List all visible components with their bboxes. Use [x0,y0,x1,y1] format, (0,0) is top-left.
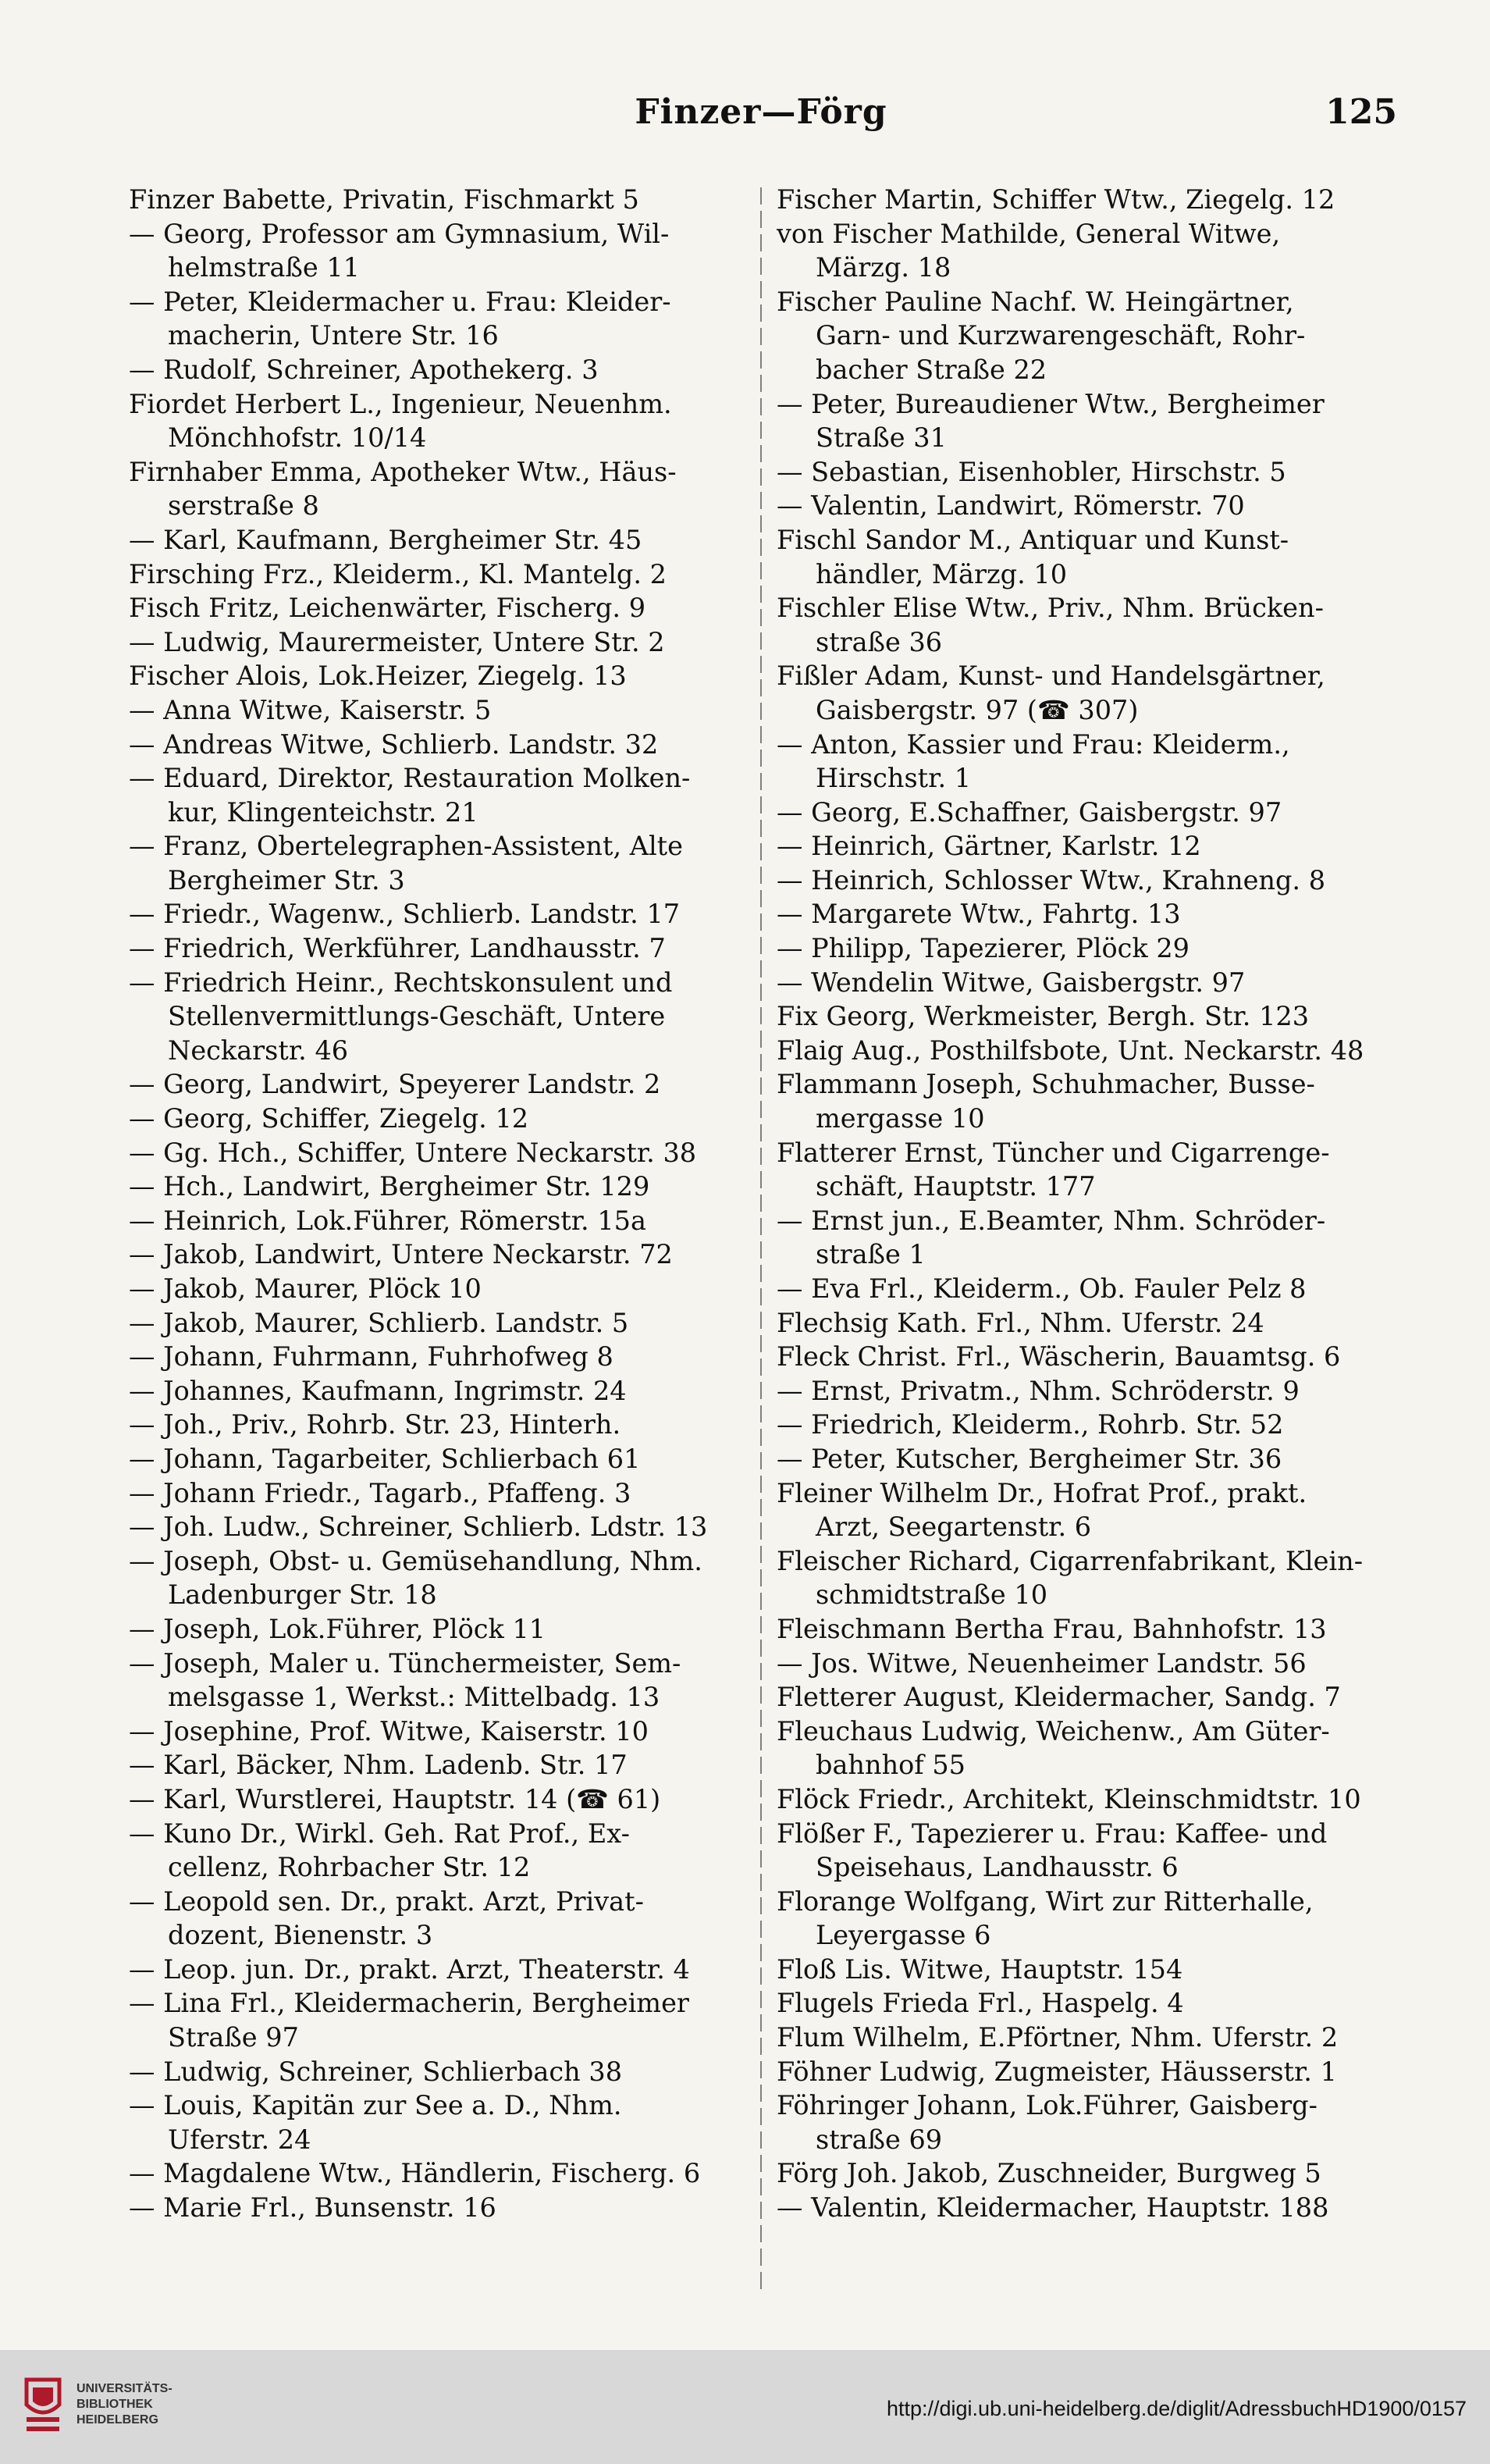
entry-line: — Valentin, Landwirt, Römerstr. 70 [777,490,1245,522]
entry-continuation-line: Leyergasse 6 [816,1920,991,1951]
directory-entry [129,1647,747,1714]
entry-line: Fleiner Wilhelm Dr., Hofrat Prof., prakt. [777,1477,1307,1508]
directory-entry [129,1510,747,1544]
entry-continuation-line: Straße 97 [168,2022,299,2053]
entry-line: — Rudolf, Schreiner, Apothekerg. 3 [129,354,599,385]
entry-line: Floß Lis. Witwe, Hauptstr. 154 [777,1953,1183,1985]
entry-line: — Heinrich, Gärtner, Karlstr. 12 [777,831,1201,862]
left-column [129,183,747,2225]
directory-entry [129,387,747,455]
directory-entry [129,931,747,966]
directory-entry [777,455,1395,490]
directory-entry [777,489,1395,523]
directory-entry [129,1442,747,1476]
directory-entry [129,1612,747,1647]
entry-line: — Georg, Schiffer, Ziegelg. 12 [129,1103,529,1134]
entry-line: — Valentin, Kleidermacher, Hauptstr. 188 [777,2192,1329,2224]
directory-entry [129,2191,747,2225]
right-column [777,183,1395,2225]
directory-entry [129,2156,747,2191]
directory-entry [777,1953,1395,1987]
directory-entry [129,455,747,523]
directory-entry [777,999,1395,1034]
directory-entry [777,1544,1395,1612]
directory-entry [777,183,1395,217]
entry-line: — Johann, Fuhrmann, Fuhrhofweg 8 [129,1341,613,1373]
running-head: Finzer—Förg [635,92,887,132]
entry-line: — Friedrich Heinr., Rechtskonsulent und [129,967,673,998]
entry-line: — Ernst, Privatm., Nhm. Schröderstr. 9 [777,1375,1300,1406]
directory-entry [129,1306,747,1341]
entry-line: — Friedrich, Kleiderm., Rohrb. Str. 52 [777,1409,1284,1440]
entry-line: — Eva Frl., Kleiderm., Ob. Fauler Pelz 8 [777,1273,1307,1304]
directory-entry [777,591,1395,659]
entry-line: — Wendelin Witwe, Gaisbergstr. 97 [777,967,1246,998]
entry-line: — Jakob, Maurer, Schlierb. Landstr. 5 [129,1307,629,1338]
directory-entry [777,1817,1395,1885]
entry-line: Fischler Elise Wtw., Priv., Nhm. Brücken- [777,593,1324,624]
entry-continuation-line: cellenz, Rohrbacher Str. 12 [168,1852,531,1883]
directory-entry [777,285,1395,387]
entry-continuation-line: Stellenvermittlungs-Geschäft, Untere [168,1001,666,1032]
entry-line: Fisch Fritz, Leichenwärter, Fischerg. 9 [129,593,646,624]
directory-entry [777,387,1395,455]
directory-entry [129,591,747,625]
entry-line: Firsching Frz., Kleiderm., Kl. Mantelg. 2 [129,558,667,589]
entry-line: — Jakob, Landwirt, Untere Neckarstr. 72 [129,1239,673,1270]
entry-line: Fischer Alois, Lok.Heizer, Ziegelg. 13 [129,661,627,692]
directory-entry [129,693,747,728]
directory-entry [777,1680,1395,1714]
directory-entry [777,523,1395,591]
directory-entry [777,796,1395,830]
entry-line: — Johann Friedr., Tagarb., Pfaffeng. 3 [129,1477,631,1508]
entry-line: von Fischer Mathilde, General Witwe, [777,218,1281,249]
entry-line: — Joseph, Obst- u. Gemüsehandlung, Nhm. [129,1545,702,1576]
page-number: 125 [1325,92,1397,132]
directory-entry [129,1986,747,2054]
directory-entry [777,1612,1395,1647]
directory-entry [129,2088,747,2156]
entry-line: — Karl, Kaufmann, Bergheimer Str. 45 [129,524,642,555]
directory-entry [777,1034,1395,1068]
directory-entry [777,1204,1395,1272]
entry-line: — Sebastian, Eisenhobler, Hirschstr. 5 [777,456,1286,487]
directory-entry [129,1102,747,1136]
entry-line: — Ludwig, Maurermeister, Untere Str. 2 [129,626,665,657]
entry-line: Finzer Babette, Privatin, Fischmarkt 5 [129,184,639,215]
entry-line: Fleischmann Bertha Frau, Bahnhofstr. 13 [777,1613,1327,1644]
entry-continuation-line: melsgasse 1, Werkst.: Mittelbadg. 13 [168,1682,660,1713]
entry-continuation-line: straße 1 [816,1239,926,1270]
entry-line: — Peter, Kleidermacher u. Frau: Kleider- [129,286,671,317]
directory-entry [129,761,747,829]
directory-entry [777,2021,1395,2055]
directory-entry [129,285,747,353]
directory-entry [777,897,1395,931]
directory-entry [777,829,1395,863]
entry-line: Föhner Ludwig, Zugmeister, Häusserstr. 1 [777,2056,1337,2087]
directory-entry [129,1136,747,1170]
entry-line: — Lina Frl., Kleidermacherin, Bergheimer [129,1988,689,2019]
entry-line: — Johannes, Kaufmann, Ingrimstr. 24 [129,1375,627,1406]
entry-line: Fleuchaus Ludwig, Weichenw., Am Güter- [777,1715,1330,1747]
permalink-url[interactable]: http://digi.ub.uni-heidelberg.de/diglit/AdressbuchHD1900/0157 [886,2397,1467,2420]
entry-line: — Hch., Landwirt, Bergheimer Str. 129 [129,1171,650,1202]
directory-entry [777,2191,1395,2225]
entry-line: Flößer F., Tapezierer u. Frau: Kaffee- und [777,1818,1328,1849]
directory-entry [129,1782,747,1817]
entry-line: — Louis, Kapitän zur See a. D., Nhm. [129,2090,622,2121]
entry-continuation-line: Märzg. 18 [816,252,951,283]
entry-continuation-line: Garn- und Kurzwarengeschäft, Rohr- [816,320,1306,351]
entry-continuation-line: straße 69 [816,2124,943,2155]
entry-line: — Margarete Wtw., Fahrtg. 13 [777,899,1181,930]
entry-continuation-line: Ladenburger Str. 18 [168,1579,437,1611]
directory-entry [777,1136,1395,1204]
entry-continuation-line: Mönchhofstr. 10/14 [168,422,427,454]
entry-line: — Joh. Ludw., Schreiner, Schlierb. Ldstr. 13 [129,1512,708,1543]
entry-line: Flöck Friedr., Architekt, Kleinschmidtstr. 10 [777,1783,1361,1814]
directory-entry [129,1408,747,1442]
directory-entry [777,1476,1395,1544]
entry-continuation-line: schäft, Hauptstr. 177 [816,1171,1096,1202]
library-name-line: HEIDELBERG [76,2413,158,2427]
entry-line: — Ernst jun., E.Beamter, Nhm. Schröder- [777,1205,1326,1236]
entry-line: — Ludwig, Schreiner, Schlierbach 38 [129,2056,623,2087]
directory-entry [777,1306,1395,1341]
directory-entry [129,728,747,762]
entry-line: — Anton, Kassier und Frau: Kleiderm., [777,728,1290,760]
entry-line: Fleischer Richard, Cigarrenfabrikant, Klein- [777,1545,1364,1576]
entry-line: — Peter, Bureaudiener Wtw., Bergheimer [777,388,1325,419]
entry-line: — Marie Frl., Bunsenstr. 16 [129,2192,496,2224]
entry-line: Firnhaber Emma, Apotheker Wtw., Häus- [129,456,677,487]
entry-line: — Friedr., Wagenw., Schlierb. Landstr. 17 [129,899,681,930]
entry-continuation-line: händler, Märzg. 10 [816,558,1068,589]
entry-continuation-line: Straße 31 [816,422,947,454]
directory-entry [777,1986,1395,2021]
directory-entry [129,1544,747,1612]
directory-entry [777,1885,1395,1953]
directory-entry [129,897,747,931]
entry-line: — Georg, E.Schaffner, Gaisbergstr. 97 [777,796,1282,828]
directory-entry [129,829,747,897]
entry-line: Fißler Adam, Kunst- und Handelsgärtner, [777,661,1325,692]
directory-entry [129,1374,747,1408]
entry-line: — Kuno Dr., Wirkl. Geh. Rat Prof., Ex- [129,1818,630,1849]
entry-line: Flatterer Ernst, Tüncher und Cigarrenge- [777,1137,1330,1168]
directory-entry [777,217,1395,285]
directory-entry [129,625,747,660]
library-logo-icon [19,2373,67,2437]
entry-line: — Joseph, Maler u. Tünchermeister, Sem- [129,1647,681,1679]
entry-line: — Leop. jun. Dr., prakt. Arzt, Theaterstr. 4 [129,1953,690,1985]
directory-entry [777,1714,1395,1782]
entry-continuation-line: dozent, Bienenstr. 3 [168,1920,433,1951]
entry-continuation-line: helmstraße 11 [168,252,360,283]
entry-continuation-line: kur, Klingenteichstr. 21 [168,796,478,828]
directory-entry [777,1272,1395,1306]
directory-entry [129,523,747,557]
directory-entry [777,659,1395,727]
entry-continuation-line: schmidtstraße 10 [816,1579,1048,1611]
directory-entry [777,2088,1395,2156]
entry-continuation-line: straße 36 [816,626,943,657]
entry-line: — Jakob, Maurer, Plöck 10 [129,1273,482,1304]
entry-line: Flammann Joseph, Schuhmacher, Busse- [777,1069,1315,1100]
directory-entry [129,659,747,693]
directory-entry [129,353,747,387]
entry-line: Fischer Martin, Schiffer Wtw., Ziegelg. 12 [777,184,1335,215]
entry-line: Fleck Christ. Frl., Wäscherin, Bauamtsg. 6 [777,1341,1341,1373]
entry-continuation-line: Bergheimer Str. 3 [168,864,405,896]
directory-entry [129,1817,747,1885]
entry-line: — Magdalene Wtw., Händlerin, Fischerg. 6 [129,2158,701,2189]
directory-entry [777,966,1395,1000]
directory-entry [129,1340,747,1374]
entry-line: — Georg, Landwirt, Speyerer Landstr. 2 [129,1069,661,1100]
directory-entry [129,183,747,217]
entry-line: Fischer Pauline Nachf. W. Heingärtner, [777,286,1294,317]
directory-entry [129,1748,747,1782]
directory-entry [777,1442,1395,1476]
entry-line: Flaig Aug., Posthilfsbote, Unt. Neckarstr. 48 [777,1034,1364,1066]
viewer-footer [0,2350,1490,2464]
directory-entry [129,1714,747,1749]
directory-entry [777,1647,1395,1681]
directory-entry [777,2156,1395,2191]
entry-line: — Heinrich, Lok.Führer, Römerstr. 15a [129,1205,646,1236]
entry-continuation-line: Uferstr. 24 [168,2124,311,2155]
library-name-line: UNIVERSITÄTS- [76,2382,172,2395]
entry-line: Flugels Frieda Frl., Haspelg. 4 [777,1988,1184,2019]
entry-line: — Friedrich, Werkführer, Landhausstr. 7 [129,933,666,964]
entry-line: Förg Joh. Jakob, Zuschneider, Burgweg 5 [777,2158,1321,2189]
entry-line: Fix Georg, Werkmeister, Bergh. Str. 123 [777,1001,1310,1032]
entry-line: — Anna Witwe, Kaiserstr. 5 [129,694,492,725]
entry-line: — Franz, Obertelegraphen-Assistent, Alte [129,831,683,862]
entry-line: Flum Wilhelm, E.Pförtner, Nhm. Uferstr. 2 [777,2022,1339,2053]
entry-line: — Karl, Wurstlerei, Hauptstr. 14 (☎ 61) [129,1783,661,1814]
library-name-line: BIBLIOTHEK [76,2398,153,2411]
entry-line: Föhringer Johann, Lok.Führer, Gaisberg- [777,2090,1318,2121]
entry-continuation-line: macherin, Untere Str. 16 [168,320,499,351]
entry-line: — Gg. Hch., Schiffer, Untere Neckarstr. 38 [129,1137,697,1168]
entry-continuation-line: serstraße 8 [168,490,319,522]
entry-line: — Georg, Professor am Gymnasium, Wil- [129,218,670,249]
entry-line: — Josephine, Prof. Witwe, Kaiserstr. 10 [129,1715,649,1747]
directory-entry [777,1374,1395,1408]
directory-entry [129,1204,747,1238]
directory-entry [777,728,1395,796]
entry-continuation-line: Hirschstr. 1 [816,763,972,794]
entry-line: Florange Wolfgang, Wirt zur Ritterhalle, [777,1885,1314,1917]
entry-line: — Johann, Tagarbeiter, Schlierbach 61 [129,1443,641,1474]
column-divider [760,187,762,2295]
directory-entry [777,1782,1395,1817]
entry-line: Fischl Sandor M., Antiquar und Kunst- [777,524,1289,555]
entry-continuation-line: Speisehaus, Landhausstr. 6 [816,1852,1179,1883]
entry-line: — Jos. Witwe, Neuenheimer Landstr. 56 [777,1647,1307,1679]
entry-line: — Heinrich, Schlosser Wtw., Krahneng. 8 [777,864,1326,896]
library-name [76,2381,172,2428]
entry-continuation-line: mergasse 10 [816,1103,985,1134]
directory-entry [129,1067,747,1102]
directory-entry [129,1476,747,1511]
page-header [125,92,1397,147]
entry-line: Flechsig Kath. Frl., Nhm. Uferstr. 24 [777,1307,1264,1338]
directory-entry [777,1067,1395,1135]
directory-entry [777,1340,1395,1374]
entry-continuation-line: bahnhof 55 [816,1750,965,1781]
entry-line: Fiordet Herbert L., Ingenieur, Neuenhm. [129,388,672,419]
directory-entry [129,1237,747,1272]
directory-entry [129,1272,747,1306]
entry-line: — Leopold sen. Dr., prakt. Arzt, Privat- [129,1885,644,1917]
entry-continuation-line: bacher Straße 22 [816,354,1047,385]
directory-entry [129,2055,747,2089]
directory-entry [777,931,1395,966]
entry-line: — Peter, Kutscher, Bergheimer Str. 36 [777,1443,1282,1474]
entry-continuation-line: Arzt, Seegartenstr. 6 [816,1512,1092,1543]
entry-line: — Philipp, Tapezierer, Plöck 29 [777,933,1190,964]
directory-entry [777,1408,1395,1442]
directory-entry [129,557,747,592]
directory-entry [129,1953,747,1987]
entry-continuation-line: Neckarstr. 46 [168,1034,349,1066]
directory-entry [129,217,747,285]
entry-line: Fletterer August, Kleidermacher, Sandg. 7 [777,1682,1341,1713]
entry-line: — Karl, Bäcker, Nhm. Ladenb. Str. 17 [129,1750,628,1781]
entry-line: — Joh., Priv., Rohrb. Str. 23, Hinterh. [129,1409,621,1440]
directory-entry [129,1170,747,1204]
directory-entry [129,1885,747,1953]
directory-entry [777,2055,1395,2089]
entry-line: — Andreas Witwe, Schlierb. Landstr. 32 [129,728,659,760]
entry-line: — Joseph, Lok.Führer, Plöck 11 [129,1613,546,1644]
entry-line: — Eduard, Direktor, Restauration Molken- [129,763,691,794]
entry-continuation-line: Gaisbergstr. 97 (☎ 307) [816,694,1139,725]
directory-entry [777,863,1395,898]
directory-entry [129,966,747,1068]
